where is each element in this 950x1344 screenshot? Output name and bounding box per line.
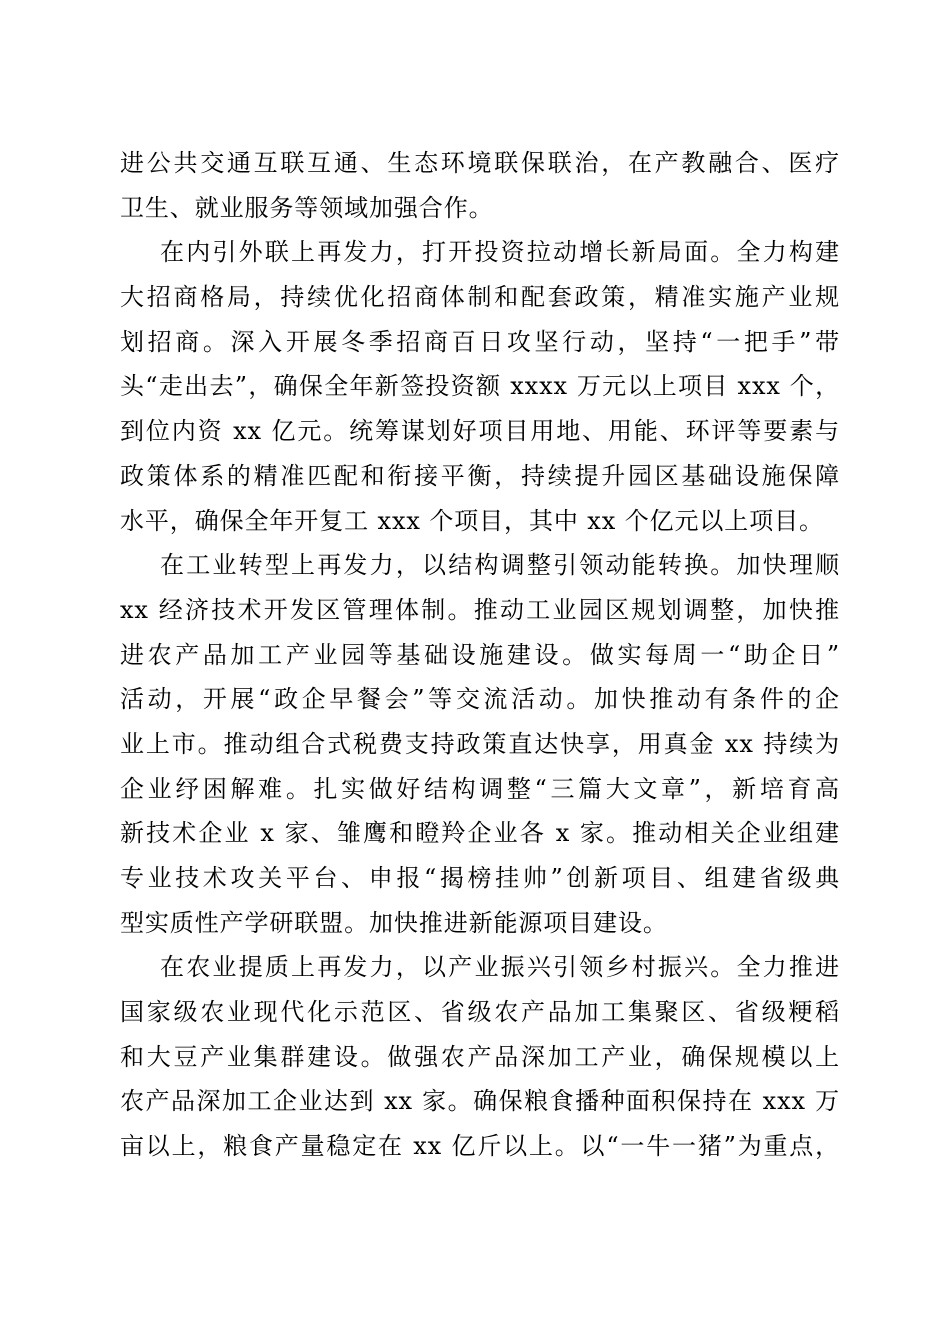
text-line: 卫生、就业服务等领域加强合作。 <box>120 193 494 222</box>
text-line: 亩以上，粮食产量稳定在 xx 亿斤以上。以“一牛一猪”为重点， <box>120 1132 840 1161</box>
paragraph-first-line: 在农业提质上再发力，以产业振兴引领乡村振兴。全力推进 <box>160 953 840 982</box>
text-line: xx 经济技术开发区管理体制。推动工业园区规划调整，加快推 <box>120 595 840 624</box>
text-line: 政策体系的精准匹配和衔接平衡，持续提升园区基础设施保障 <box>120 461 840 490</box>
text-line: 划招商。深入开展冬季招商百日攻坚行动，坚持“一把手”带 <box>120 327 840 356</box>
text-line: 到位内资 xx 亿元。统筹谋划好项目用地、用能、环评等要素与 <box>120 417 840 446</box>
text-line: 专业技术攻关平台、申报“揭榜挂帅”创新项目、组建省级典 <box>120 864 840 892</box>
paragraph-first-line: 在工业转型上再发力，以结构调整引领动能转换。加快理顺 <box>160 551 840 580</box>
text-line: 大招商格局，持续优化招商体制和配套政策，精准实施产业规 <box>120 283 840 312</box>
text-line: 进公共交通互联互通、生态环境联保联治，在产教融合、医疗 <box>120 149 840 177</box>
text-line: 新技术企业 x 家、雏鹰和瞪羚企业各 x 家。推动相关企业组建 <box>120 819 840 848</box>
text-line: 国家级农业现代化示范区、省级农产品加工集聚区、省级粳稻 <box>120 998 840 1027</box>
text-line: 头“走出去”，确保全年新签投资额 xxxx 万元以上项目 xxx 个， <box>120 372 840 401</box>
text-line: 企业纾困解难。扎实做好结构调整“三篇大文章”，新培育高 <box>120 774 840 803</box>
text-line: 农产品深加工企业达到 xx 家。确保粮食播种面积保持在 xxx 万 <box>120 1087 840 1116</box>
text-line: 业上市。推动组合式税费支持政策直达快享，用真金 xx 持续为 <box>120 729 840 758</box>
text-line: 和大豆产业集群建设。做强农产品深加工产业，确保规模以上 <box>120 1042 840 1071</box>
text-line: 水平，确保全年开复工 xxx 个项目，其中 xx 个亿元以上项目。 <box>120 506 824 535</box>
text-line: 型实质性产学研联盟。加快推进新能源项目建设。 <box>120 908 668 937</box>
text-line: 进农产品加工产业园等基础设施建设。做实每周一“助企日” <box>120 640 840 669</box>
text-line: 活动，开展“政企早餐会”等交流活动。加快推动有条件的企 <box>120 685 840 714</box>
document-body <box>120 141 840 1169</box>
paragraph-first-line: 在内引外联上再发力，打开投资拉动增长新局面。全力构建 <box>160 238 840 267</box>
